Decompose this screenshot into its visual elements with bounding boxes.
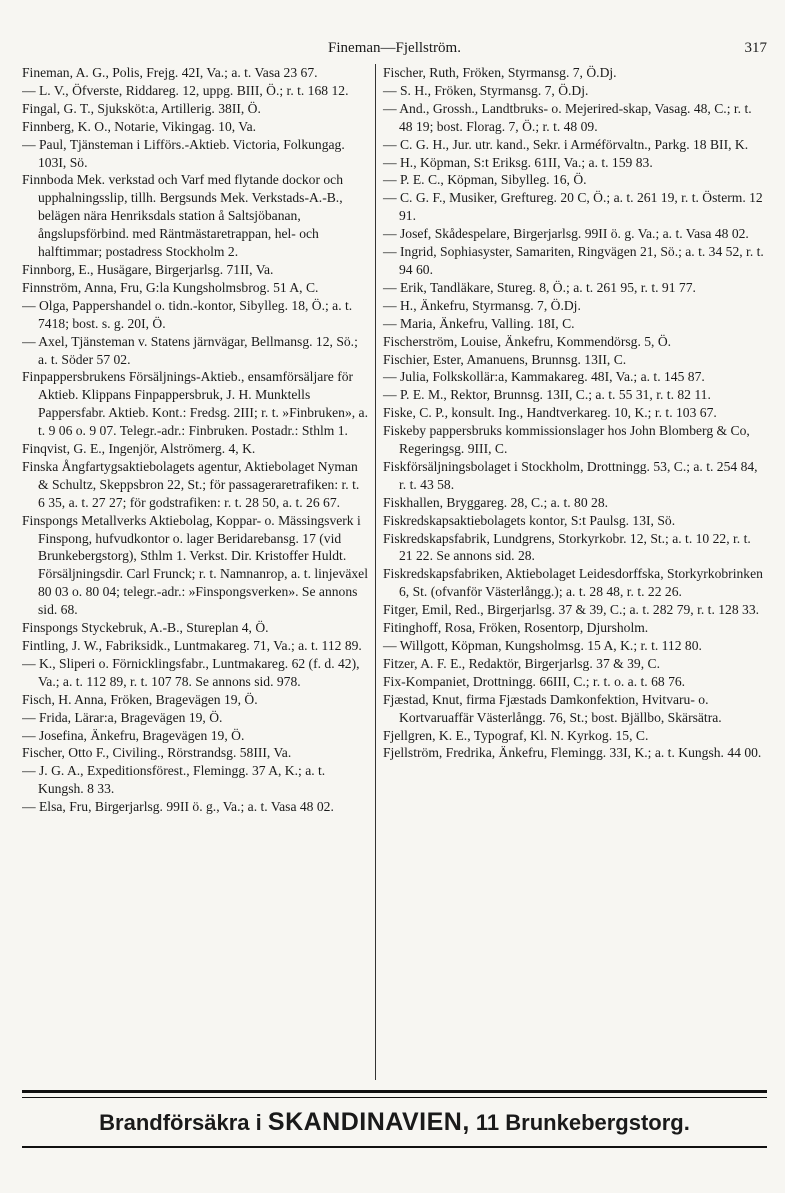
page-title: Fineman—Fjellström. [328, 40, 461, 56]
directory-entry: Finspongs Metallverks Aktiebolag, Koppar- o. Mässingsverk i Finspong, hufvudkontor o. lager Beridarebansg. 17 (vid Brunkebergstorg), Sthlm 1. Verkst. Dir. Kristoffer Huldt. Försäljningsdir. Carl Frunck; r. t. Namnanrop, a. t. linjeväxel 80 03 o. 80 04; telegr.-adr.: »Finspongsverken». Se annons sid. 68. [22, 512, 368, 618]
directory-entry: — P. E. C., Köpman, Sibylleg. 16, Ö. [383, 172, 587, 188]
directory-entry: Fintling, J. W., Fabriksidk., Luntmakareg. 71, Va.; a. t. 112 89. [22, 638, 362, 653]
ad-prefix: Brandförsäkra i [99, 1110, 262, 1135]
directory-entry: Fiskredskapsfabrik, Lundgrens, Storkyrkobr. 12, St.; a. t. 10 22, r. t. 21 22. Se annons sid. 28. [383, 530, 751, 564]
directory-entry: — Willgott, Köpman, Kungsholmsg. 15 A, K.; r. t. 112 80. [383, 638, 702, 653]
directory-entry: Fineman, A. G., Polis, Frejg. 42I, Va.; a. t. Vasa 23 67. [22, 65, 318, 80]
directory-entry: Fiskeby pappersbruks kommissionslager hos John Blomberg & Co, Regeringsg. 9III, C. [383, 423, 750, 457]
directory-entry: — K., Sliperi o. Förnicklingsfabr., Luntmakareg. 62 (f. d. 42), Va.; a. t. 112 89, r. t. 107 78. Se annons sid. 978. [22, 655, 360, 689]
directory-entry: — And., Grossh., Landtbruks- o. Mejerired-skap, Vasag. 48, C.; r. t. 48 19; bost. Florag. 7, Ö.; r. t. 48 09. [383, 100, 752, 134]
directory-entry: — C. G. F., Musiker, Greftureg. 20 C, Ö.; a. t. 261 19, r. t. Österm. 12 91. [383, 190, 763, 224]
directory-entry: Fischerström, Louise, Änkefru, Kommendörsg. 5, Ö. [383, 333, 672, 349]
directory-entry: Finnboda Mek. verkstad och Varf med flytande dockor och upphalningsslip, tillh. Bergsunds Mek. Verkstads-A.-B., belägen nära Henriksdals station å Saltsjöbanan, ångslupsförbind. med Räntmästaretrappan, hel- och halftimmar; postadress Stockholm 2. [22, 172, 344, 260]
page-number: 317 [744, 40, 767, 56]
directory-entry: Finnberg, K. O., Notarie, Vikingag. 10, Va. [22, 118, 257, 134]
directory-entry: — Ingrid, Sophiasyster, Samariten, Ringvägen 21, Sö.; a. t. 34 52, r. t. 94 60. [383, 244, 764, 277]
right-column [375, 64, 767, 1080]
directory-entry: — C. G. H., Jur. utr. kand., Sekr. i Arméförvaltn., Parkg. 18 BII, K. [383, 136, 749, 152]
page-header [22, 40, 767, 66]
ad-suffix: 11 Brunkebergstorg. [475, 1110, 690, 1135]
directory-entry: — J. G. A., Expeditionsförest., Flemingg. 37 A, K.; a. t. Kungsh. 8 33. [22, 763, 326, 797]
left-column [22, 64, 375, 1080]
directory-entry: Finqvist, G. E., Ingenjör, Alströmerg. 4, K. [22, 441, 256, 457]
directory-entry: Fisch, H. Anna, Fröken, Bragevägen 19, Ö. [22, 691, 258, 707]
directory-entry: — Paul, Tjänsteman i Lifförs.-Aktieb. Victoria, Folkungag. 103I, Sö. [22, 136, 345, 170]
directory-entry: Fiske, C. P., konsult. Ing., Handtverkareg. 10, K.; r. t. 103 67. [383, 405, 717, 421]
directory-entry: Fix-Kompaniet, Drottningg. 66III, C.; r. t. o. a. t. 68 76. [383, 673, 686, 689]
directory-entry: Fitzer, A. F. E., Redaktör, Birgerjarlsg. 37 & 39, C. [383, 655, 660, 671]
directory-entry: Fitger, Emil, Red., Birgerjarlsg. 37 & 39, C.; a. t. 282 79, r. t. 128 33. [383, 602, 760, 618]
directory-entry: — S. H., Fröken, Styrmansg. 7, Ö.Dj. [383, 82, 589, 98]
directory-entry: — Josef, Skådespelare, Birgerjarlsg. 99II ö. g. Va.; a. t. Vasa 48 02. [383, 226, 749, 242]
directory-entry: — H., Köpman, S:t Eriksg. 61II, Va.; a. t. 159 83. [383, 154, 653, 170]
directory-entry: — Axel, Tjänsteman v. Statens järnvägar, Bellmansg. 12, Sö.; a. t. Söder 57 02. [22, 333, 358, 367]
directory-entry: — Olga, Pappershandel o. tidn.-kontor, Sibylleg. 18, Ö.; a. t. 7418; bost. s. g. 20I, Ö. [22, 297, 353, 331]
directory-entry: Fischer, Ruth, Fröken, Styrmansg. 7, Ö.Dj. [383, 65, 617, 80]
directory-entry: — P. E. M., Rektor, Brunnsg. 13II, C.; a. t. 55 31, r. t. 82 11. [383, 387, 711, 403]
directory-entry: — L. V., Öfverste, Riddareg. 12, uppg. BIII, Ö.; r. t. 168 12. [22, 82, 349, 98]
directory-entry: — Maria, Änkefru, Valling. 18I, C. [383, 315, 575, 331]
directory-entry: — Erik, Tandläkare, Stureg. 8, Ö.; a. t. 261 95, r. t. 91 77. [383, 279, 696, 295]
directory-entry: — Josefina, Änkefru, Bragevägen 19, Ö. [22, 727, 245, 743]
directory-entry: Fitinghoff, Rosa, Fröken, Rosentorp, Djursholm. [383, 620, 649, 636]
directory-entry: — H., Änkefru, Styrmansg. 7, Ö.Dj. [383, 297, 581, 313]
directory-entry: Fiskredskapsaktiebolagets kontor, S:t Paulsg. 13I, Sö. [383, 512, 676, 528]
directory-entry: Finspongs Styckebruk, A.-B., Stureplan 4, Ö. [22, 620, 269, 636]
directory-entry: Finpappersbrukens Försäljnings-Aktieb., ensamförsäljare för Aktieb. Klippans Finpappersbruk, J. H. Munktells Pappersfabr. Aktieb. Kont.: Fredsg. 2III; r. t. »Finbruken», a. t. 9 06 o. 9 07. Telegr.-adr.: Finbruken. Postadr.: Sthlm 1. [22, 369, 368, 439]
directory-entry: Fjellström, Fredrika, Änkefru, Flemingg. 33I, K.; a. t. Kungsh. 44 00. [383, 745, 762, 761]
directory-entry: Finska Ångfartygsaktiebolagets agentur, Aktiebolaget Nyman & Schultz, Skeppsbron 22, St.; för passageraretrafiken: r. t. 6 35, a. t. 27 27; för godstrafiken: r. t. 28 50, a. t. 26 67. [22, 458, 360, 510]
directory-entry: Fjellgren, K. E., Typograf, Kl. N. Kyrkog. 15, C. [383, 727, 649, 743]
directory-entry: Finnström, Anna, Fru, G:la Kungsholmsbrog. 51 A, C. [22, 279, 319, 295]
directory-entry: Fingal, G. T., Sjuksköt:a, Artillerig. 38II, Ö. [22, 100, 261, 116]
directory-entry: — Elsa, Fru, Birgerjarlsg. 99II ö. g., Va.; a. t. Vasa 48 02. [22, 799, 334, 815]
directory-entry: Fiskredskapsfabriken, Aktiebolaget Leidesdorffska, Storkyrkobrinken 6, St. (ofvanför Västerlångg.); a. t. 28 48, r. t. 22 26. [383, 566, 763, 600]
directory-entry: Fischier, Ester, Amanuens, Brunnsg. 13II, C. [383, 351, 627, 367]
directory-entry: — Frida, Lärar:a, Bragevägen 19, Ö. [22, 709, 223, 725]
directory-entry: Fiskförsäljningsbolaget i Stockholm, Drottningg. 53, C.; a. t. 254 84, r. t. 43 58. [383, 458, 758, 492]
directory-columns [22, 64, 767, 1080]
directory-entry: Fjæstad, Knut, firma Fjæstads Damkonfektion, Hvitvaru- o. Kortvaruaffär Västerlångg. 76, St.; bost. Bjällbo, Skärsätra. [383, 691, 722, 725]
directory-entry: Fischer, Otto F., Civiling., Rörstrandsg. 58III, Va. [22, 745, 292, 761]
divider-bottom [22, 1146, 767, 1148]
directory-entry: Fiskhallen, Bryggareg. 28, C.; a. t. 80 28. [383, 494, 609, 510]
directory-entry: — Julia, Folkskollär:a, Kammakareg. 48I, Va.; a. t. 145 87. [383, 369, 705, 385]
advertisement-banner [22, 1104, 767, 1140]
divider-thin [22, 1097, 767, 1098]
ad-brand: SKANDINAVIEN, [267, 1108, 470, 1136]
divider-thick [22, 1090, 767, 1093]
directory-entry: Finnborg, E., Husägare, Birgerjarlsg. 71II, Va. [22, 261, 274, 277]
